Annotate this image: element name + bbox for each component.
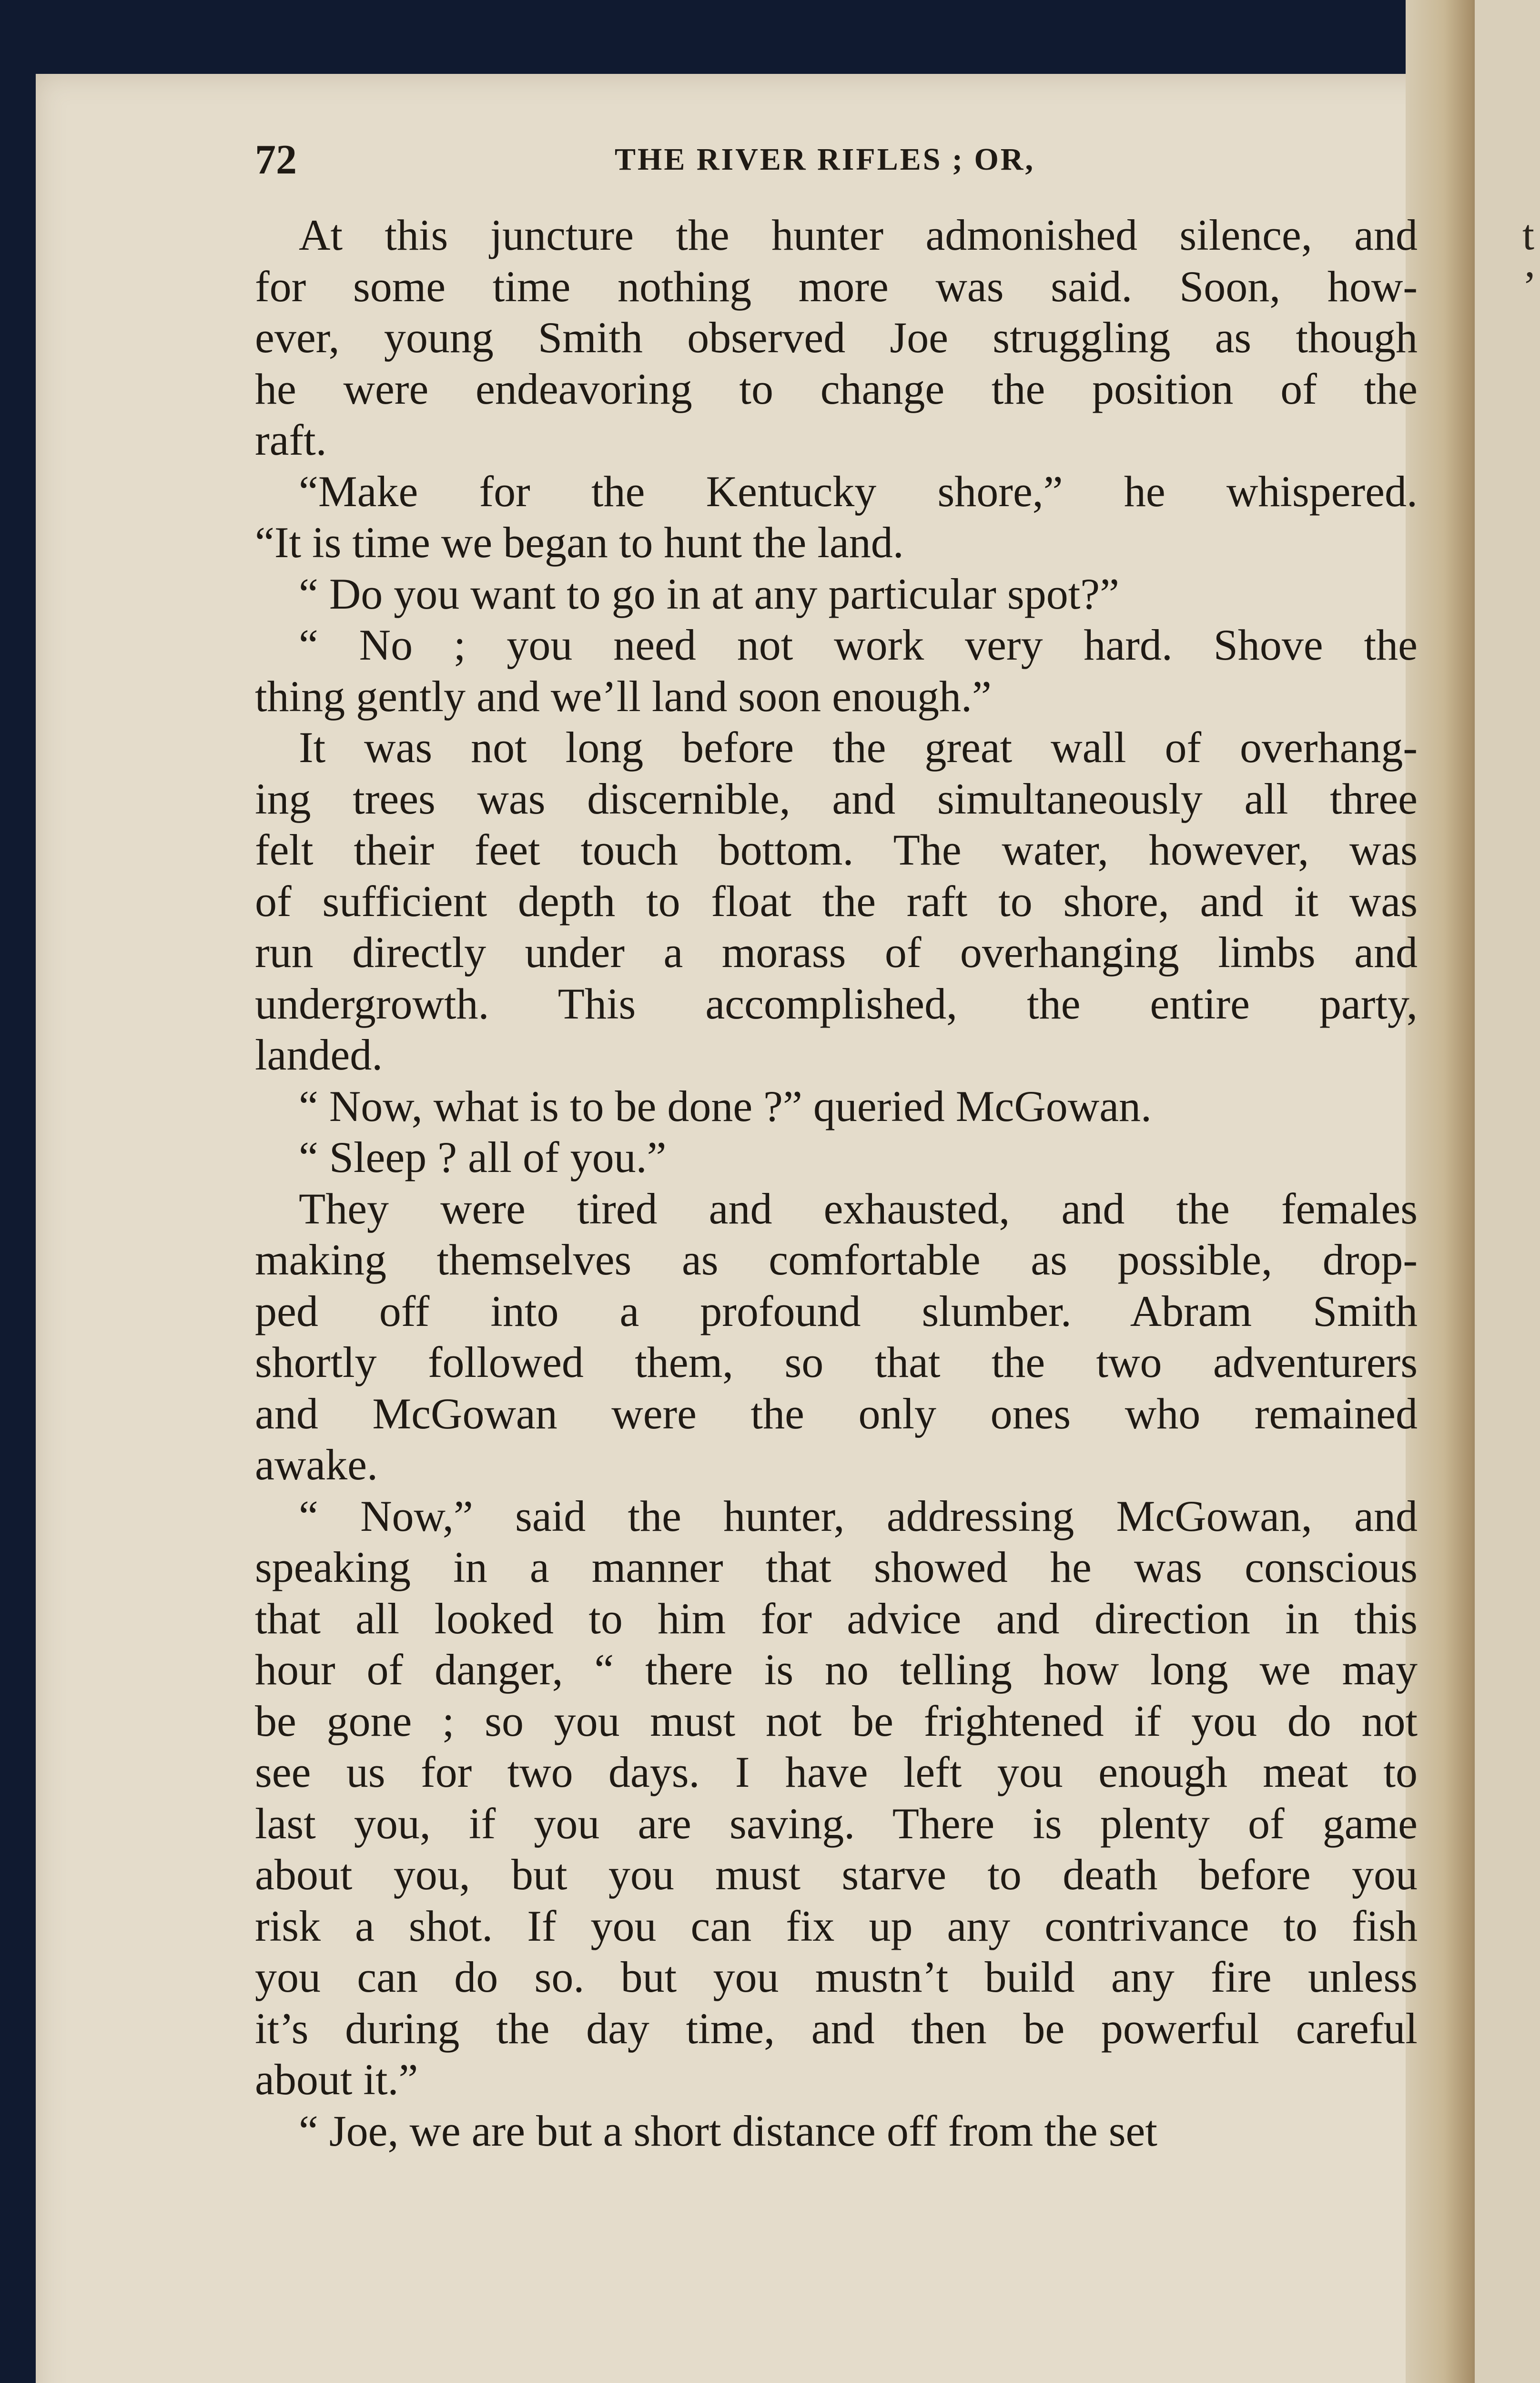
text-line: At this juncture the hunter admonished silence, and [299, 211, 1418, 259]
text-line: “ Joe, we are but a short distance off from the set [299, 2106, 1157, 2155]
text-line: “ Now,” said the hunter, addressing McGowan, and [299, 1491, 1418, 1540]
text-line: making themselves as comfortable as possible, drop- [255, 1235, 1418, 1284]
text-line: that all looked to him for advice and direction in this [255, 1594, 1418, 1643]
text-line: you can do so. but you mustn’t build any fire unless [255, 1953, 1418, 2001]
text-line: “ Sleep ? all of you.” [299, 1133, 667, 1181]
facing-page-edge [1475, 0, 1540, 2383]
text-line: “ No ; you need not work very hard. Shove the [299, 621, 1418, 669]
text-line: ing trees was discernible, and simultaneously all three [255, 774, 1418, 823]
text-line: hour of danger, “ there is no telling how long we may [255, 1645, 1418, 1694]
text-line: awake. [255, 1440, 378, 1489]
text-line: ever, young Smith observed Joe struggling as though [255, 313, 1418, 362]
text-line: shortly followed them, so that the two adventurers [255, 1338, 1418, 1386]
text-line: and McGowan were the only ones who remained [255, 1389, 1418, 1438]
text-line: run directly under a morass of overhanging limbs and [255, 928, 1418, 977]
text-line: about it.” [255, 2055, 418, 2104]
text-line: They were tired and exhausted, and the females [299, 1184, 1418, 1233]
text-line: thing gently and we’ll land soon enough.” [255, 672, 992, 721]
text-line: “ Now, what is to be done ?” queried McGowan. [299, 1081, 1152, 1130]
page-number: 72 [255, 137, 297, 183]
text-line: about you, but you must starve to death before you [255, 1850, 1418, 1899]
text-line: “ Do you want to go in at any particular spot?” [299, 569, 1119, 618]
text-line: speaking in a manner that showed he was conscious [255, 1543, 1418, 1591]
text-line: for some time nothing more was said. Soon, how- [255, 262, 1418, 311]
text-line: felt their feet touch bottom. The water, however, was [255, 825, 1418, 874]
facing-page-text [1522, 210, 1540, 313]
text-line: of sufficient depth to float the raft to shore, and it was [255, 876, 1418, 926]
text-line: undergrowth. This accomplished, the entire party, [255, 979, 1418, 1028]
text-line: he were endeavoring to change the position of the [255, 364, 1418, 413]
text-line: see us for two days. I have left you enough meat to [255, 1748, 1418, 1796]
text-line: raft. [255, 416, 327, 464]
text-line: risk a shot. If you can fix up any contrivance to fish [255, 1901, 1418, 1950]
text-line: landed. [255, 1030, 383, 1079]
text-line: “It is time we began to hunt the land. [255, 518, 904, 567]
text-line: “Make for the Kentucky shore,” he whispered. [299, 467, 1418, 516]
running-title: THE RIVER RIFLES ; OR, [615, 142, 1035, 177]
text-line: It was not long before the great wall of overhang- [299, 723, 1418, 772]
text-line: ped off into a profound slumber. Abram Smith [255, 1286, 1418, 1335]
text-line: last you, if you are saving. There is plenty of game [255, 1799, 1418, 1848]
facing-page-glyph: ’ [1522, 263, 1537, 310]
text-line: it’s during the day time, and then be powerful careful [255, 2004, 1418, 2053]
facing-page-glyph: t [1522, 212, 1535, 259]
text-line: be gone ; so you must not be frightened if you do not [255, 1696, 1418, 1745]
page-header [255, 136, 1422, 188]
body-text [255, 210, 1418, 2157]
